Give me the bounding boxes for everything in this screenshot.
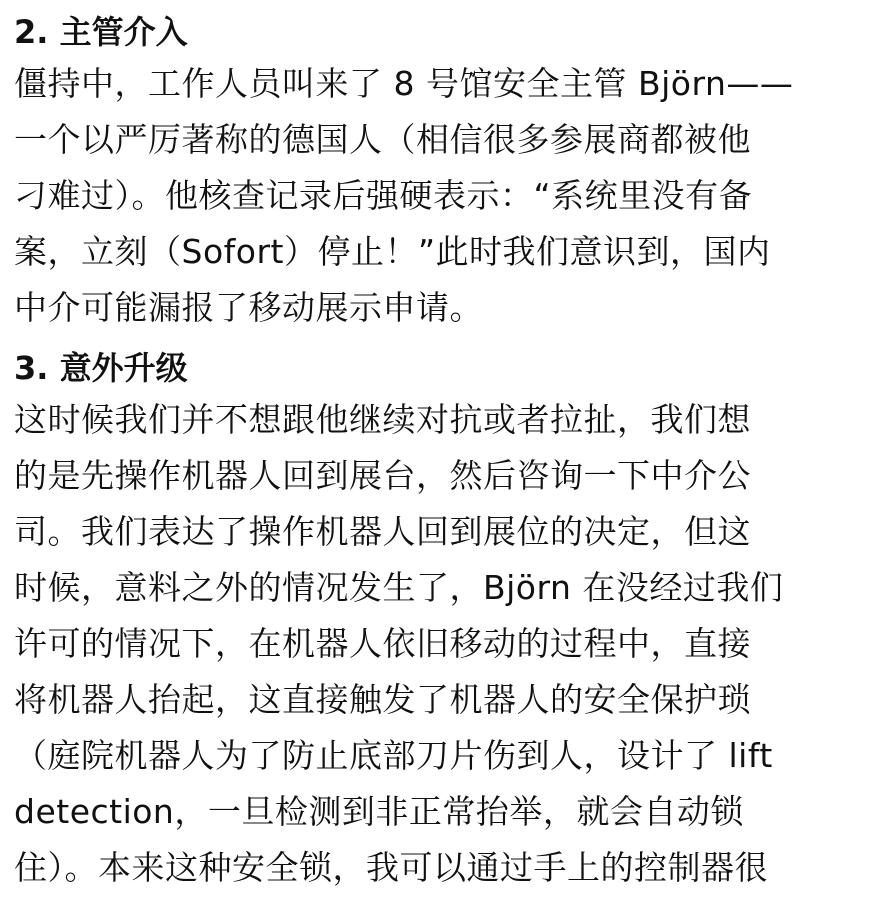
section-3-line-7: （庭院机器人为了防止底部刀片伤到人，设计了 lift (14, 736, 773, 775)
section-gap (14, 336, 866, 344)
section-3-line-9: 住）。本来这种安全锁，我可以通过手上的控制器很 (14, 848, 768, 887)
section-2-line-5: 中介可能漏报了移动展示申请。 (14, 288, 483, 327)
section-2-line-2: 一个以严厉著称的德国人（相信很多参展商都被他 (14, 120, 751, 159)
document-body (14, 8, 866, 896)
section-3-heading: 3. 意外升级 (14, 349, 188, 387)
section-2-line-4: 案，立刻（Sofort）停止！”此时我们意识到，国内 (14, 232, 771, 271)
section-2-line-3: 刁难过）。他核查记录后强硬表示：“系统里没有备 (14, 176, 753, 215)
section-3-line-6: 将机器人抬起，这直接触发了机器人的安全保护琐 (14, 680, 751, 719)
section-3-line-5: 许可的情况下，在机器人依旧移动的过程中，直接 (14, 624, 751, 663)
section-3-line-3: 司。我们表达了操作机器人回到展位的决定，但这 (14, 512, 751, 551)
section-2-line-1: 僵持中，工作人员叫来了 8 号馆安全主管 Björn—— (14, 64, 794, 103)
section-3-line-4: 时候，意料之外的情况发生了，Björn 在没经过我们 (14, 568, 784, 607)
section-3-line-1: 这时候我们并不想跟他继续对抗或者拉扯，我们想 (14, 400, 751, 439)
section-2-heading: 2. 主管介入 (14, 13, 188, 51)
section-3-line-2: 的是先操作机器人回到展台，然后咨询一下中介公 (14, 456, 751, 495)
section-3-line-8: detection，一旦检测到非正常抬举，就会自动锁 (14, 792, 744, 831)
